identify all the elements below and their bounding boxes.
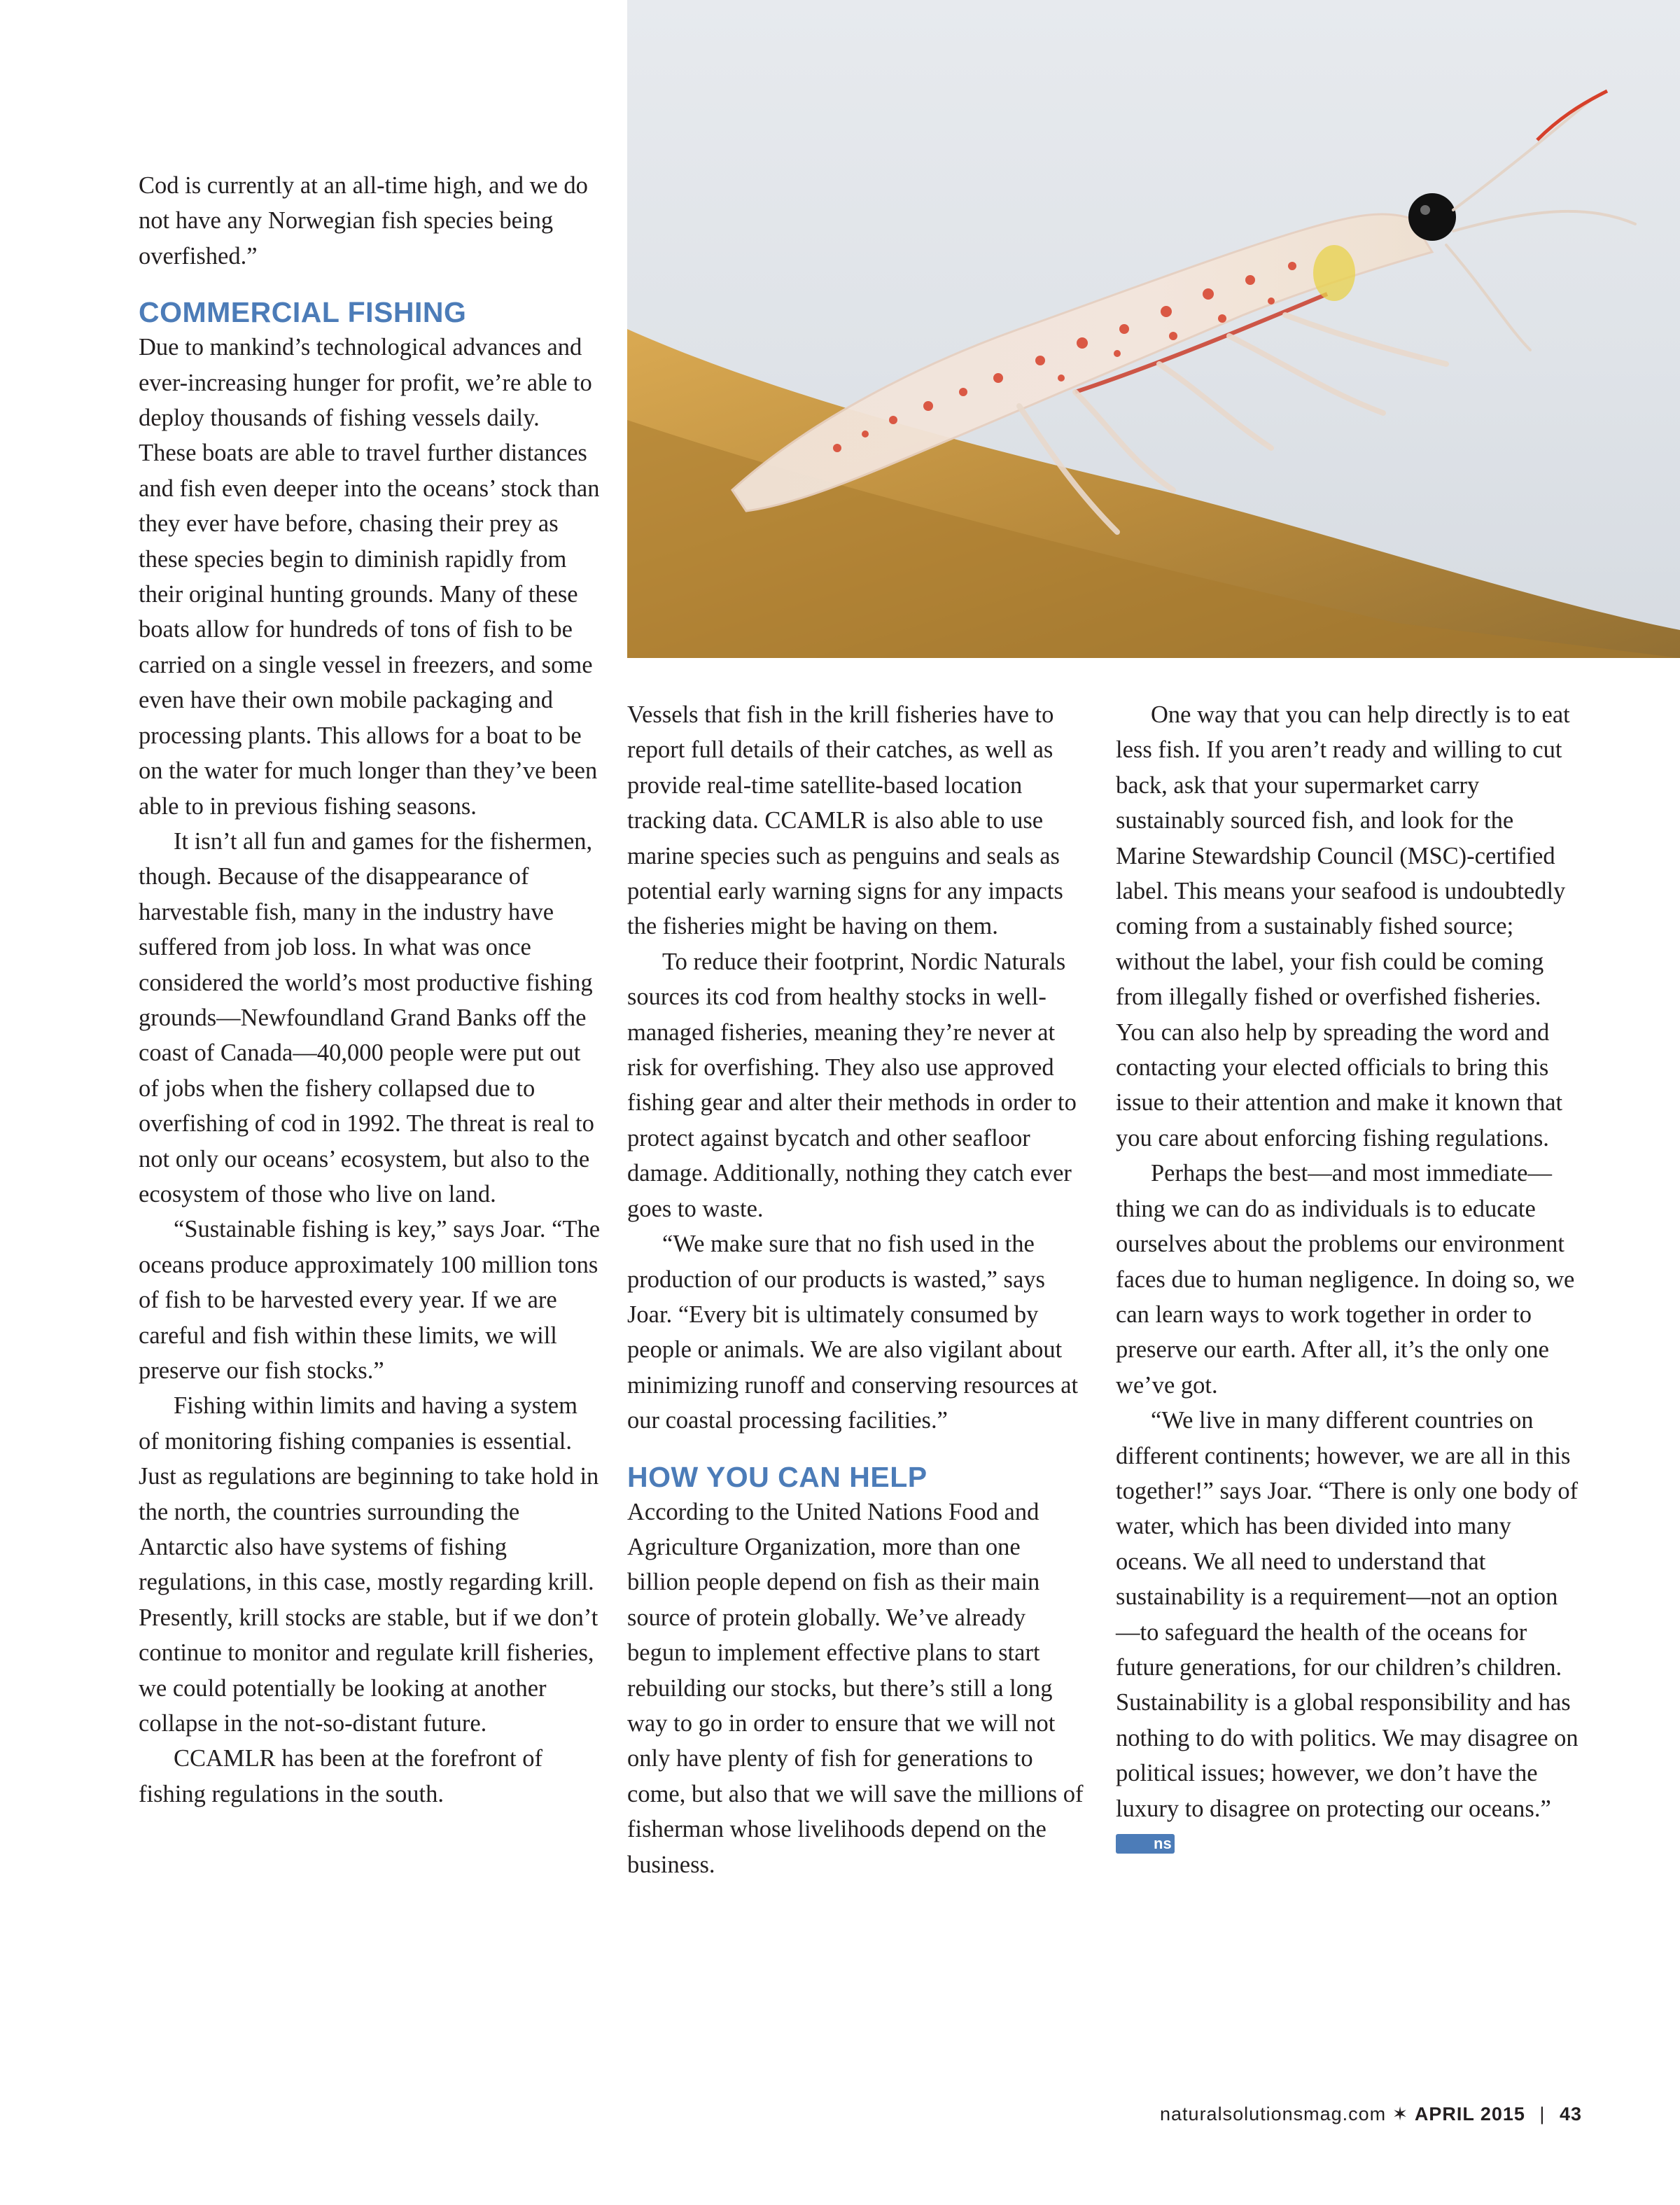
page-footer — [1160, 2100, 1582, 2128]
column-1 — [139, 168, 601, 1812]
paragraph: One way that you can help directly is to eat less fish. If you aren’t ready and willing to cut back, ask that your supermarket carry sustainably sourced fish, and look for the Marine Stewardship Council (MSC)-certified label. This means your seafood is undoubtedly coming from a sustainably fished source; without the label, your fish could be coming from illegally fished or overfished fisheries. You can also help by spreading the word and contacting your elected officials to bring this issue to their attention and make it known that you care about enforcing fishing regulations. — [1116, 701, 1570, 1152]
paragraph: CCAMLR has been at the forefront of fishing regulations in the south. — [139, 1745, 542, 1807]
paragraph: To reduce their footprint, Nordic Naturals sources its cod from healthy stocks in well-managed fisheries, meaning they’re never at risk for overfishing. They also use approved fishing gear and alter their methods in order to protect against bycatch and other seafloor damage. Additionally, nothing they catch ever goes to waste. — [627, 948, 1077, 1222]
paragraph: “Sustainable fishing is key,” says Joar. “The oceans produce approximately 100 million tons of fish to be harvested every year. If we are careful and fish within these limits, we will preserve our fish stocks.” — [139, 1216, 601, 1384]
bullet-icon: ✶ — [1392, 2104, 1409, 2124]
page-number: 43 — [1559, 2104, 1582, 2124]
column-2 — [627, 697, 1086, 1882]
ns-end-mark-icon: ns — [1116, 1834, 1175, 1854]
website-url: naturalsolutionsmag.com — [1160, 2104, 1387, 2124]
paragraph: Due to mankind’s technological advances and ever-increasing hunger for profit, we’re able to deploy thousands of fishing vessels daily. These boats are able to travel further distances and fish even deeper into the oceans’ stock than they ever have before, chasing their prey as these species begin to diminish rapidly from their original hunting grounds. Many of these boats allow for hundreds of tons of fish to be carried on a single vessel in freezers, and some even have their own mobile packaging and processing plants. This allows for a boat to be on the water for much longer than they’ve been able to in previous fishing seasons. — [139, 334, 600, 820]
paragraph-text: “We live in many different countries on different continents; however, we are all in this together!” says Joar. “There is only one body of water, which has been divided into many oceans. We all need to understand that sustainability is a requirement—not an option—to safeguard the health of the oceans for future generations, for our children’s children. Sustainability is a global responsibility and has nothing to do with politics. We may disagree on political issues; however, we don’t have the luxury to disagree on protecting our oceans.” — [1116, 1407, 1578, 1822]
paragraph: “We make sure that no fish used in the production of our products is wasted,” says Joar. “Every bit is ultimately consumed by people or animals. We are also vigilant about minimizing runoff and conserving resources at our coastal processing facilities.” — [627, 1231, 1079, 1434]
krill-photo — [627, 0, 1680, 658]
paragraph: It isn’t all fun and games for the fishermen, though. Because of the disappearance of harvestable fish, many in the industry have suffered from job loss. In what was once considered the world’s most productive fishing grounds—Newfoundland Grand Banks off the coast of Canada—40,000 people were put out of jobs when the fishery collapsed due to overfishing of cod in 1992. The threat is real to not only our oceans’ ecosystem, but also to the ecosystem of those who live on land. — [139, 827, 594, 1208]
paragraph: Vessels that fish in the krill fisheries have to report full details of their catches, as well as provide real-time satellite-based location tracking data. CCAMLR is also able to use marine species such as penguins and seals as potential early warning signs for any impacts the fisheries might be having on them. — [627, 701, 1063, 940]
paragraph: Cod is currently at an all-time high, and we do not have any Norwegian fish species being overfished.” — [139, 172, 588, 270]
issue-date: APRIL 2015 — [1414, 2104, 1525, 2124]
footer-separator: | — [1539, 2104, 1546, 2124]
paragraph: Fishing within limits and having a system of monitoring fishing companies is essential. Just as regulations are beginning to take hold in the north, the countries surrounding the Antarctic also have systems of fishing regulations, in this case, mostly regarding krill. Presently, krill stocks are stable, but if we don’t continue to monitor and regulate krill fisheries, we could potentially be looking at another collapse in the not-so-distant future. — [139, 1392, 599, 1737]
paragraph: According to the United Nations Food and Agriculture Organization, more than one billion people depend on fish as their main source of protein globally. We’ve already begun to implement effective plans to start rebuilding our stocks, but there’s still a long way to go in order to ensure that we will not only have plenty of fish for generations to come, but also that we will save the millions of fisherman whose livelihoods depend on the business. — [627, 1498, 1084, 1878]
column-3 — [1116, 697, 1579, 1861]
section-heading-commercial-fishing: COMMERCIAL FISHING — [139, 296, 467, 329]
paragraph — [1116, 1403, 1579, 1861]
section-heading-how-you-can-help: HOW YOU CAN HELP — [627, 1460, 927, 1493]
paragraph: Perhaps the best—and most immediate—thing we can do as individuals is to educate ourselves about the problems our environment faces due to human negligence. In doing so, we can learn ways to work together in order to preserve our earth. After all, it’s the only one we’ve got. — [1116, 1160, 1575, 1399]
